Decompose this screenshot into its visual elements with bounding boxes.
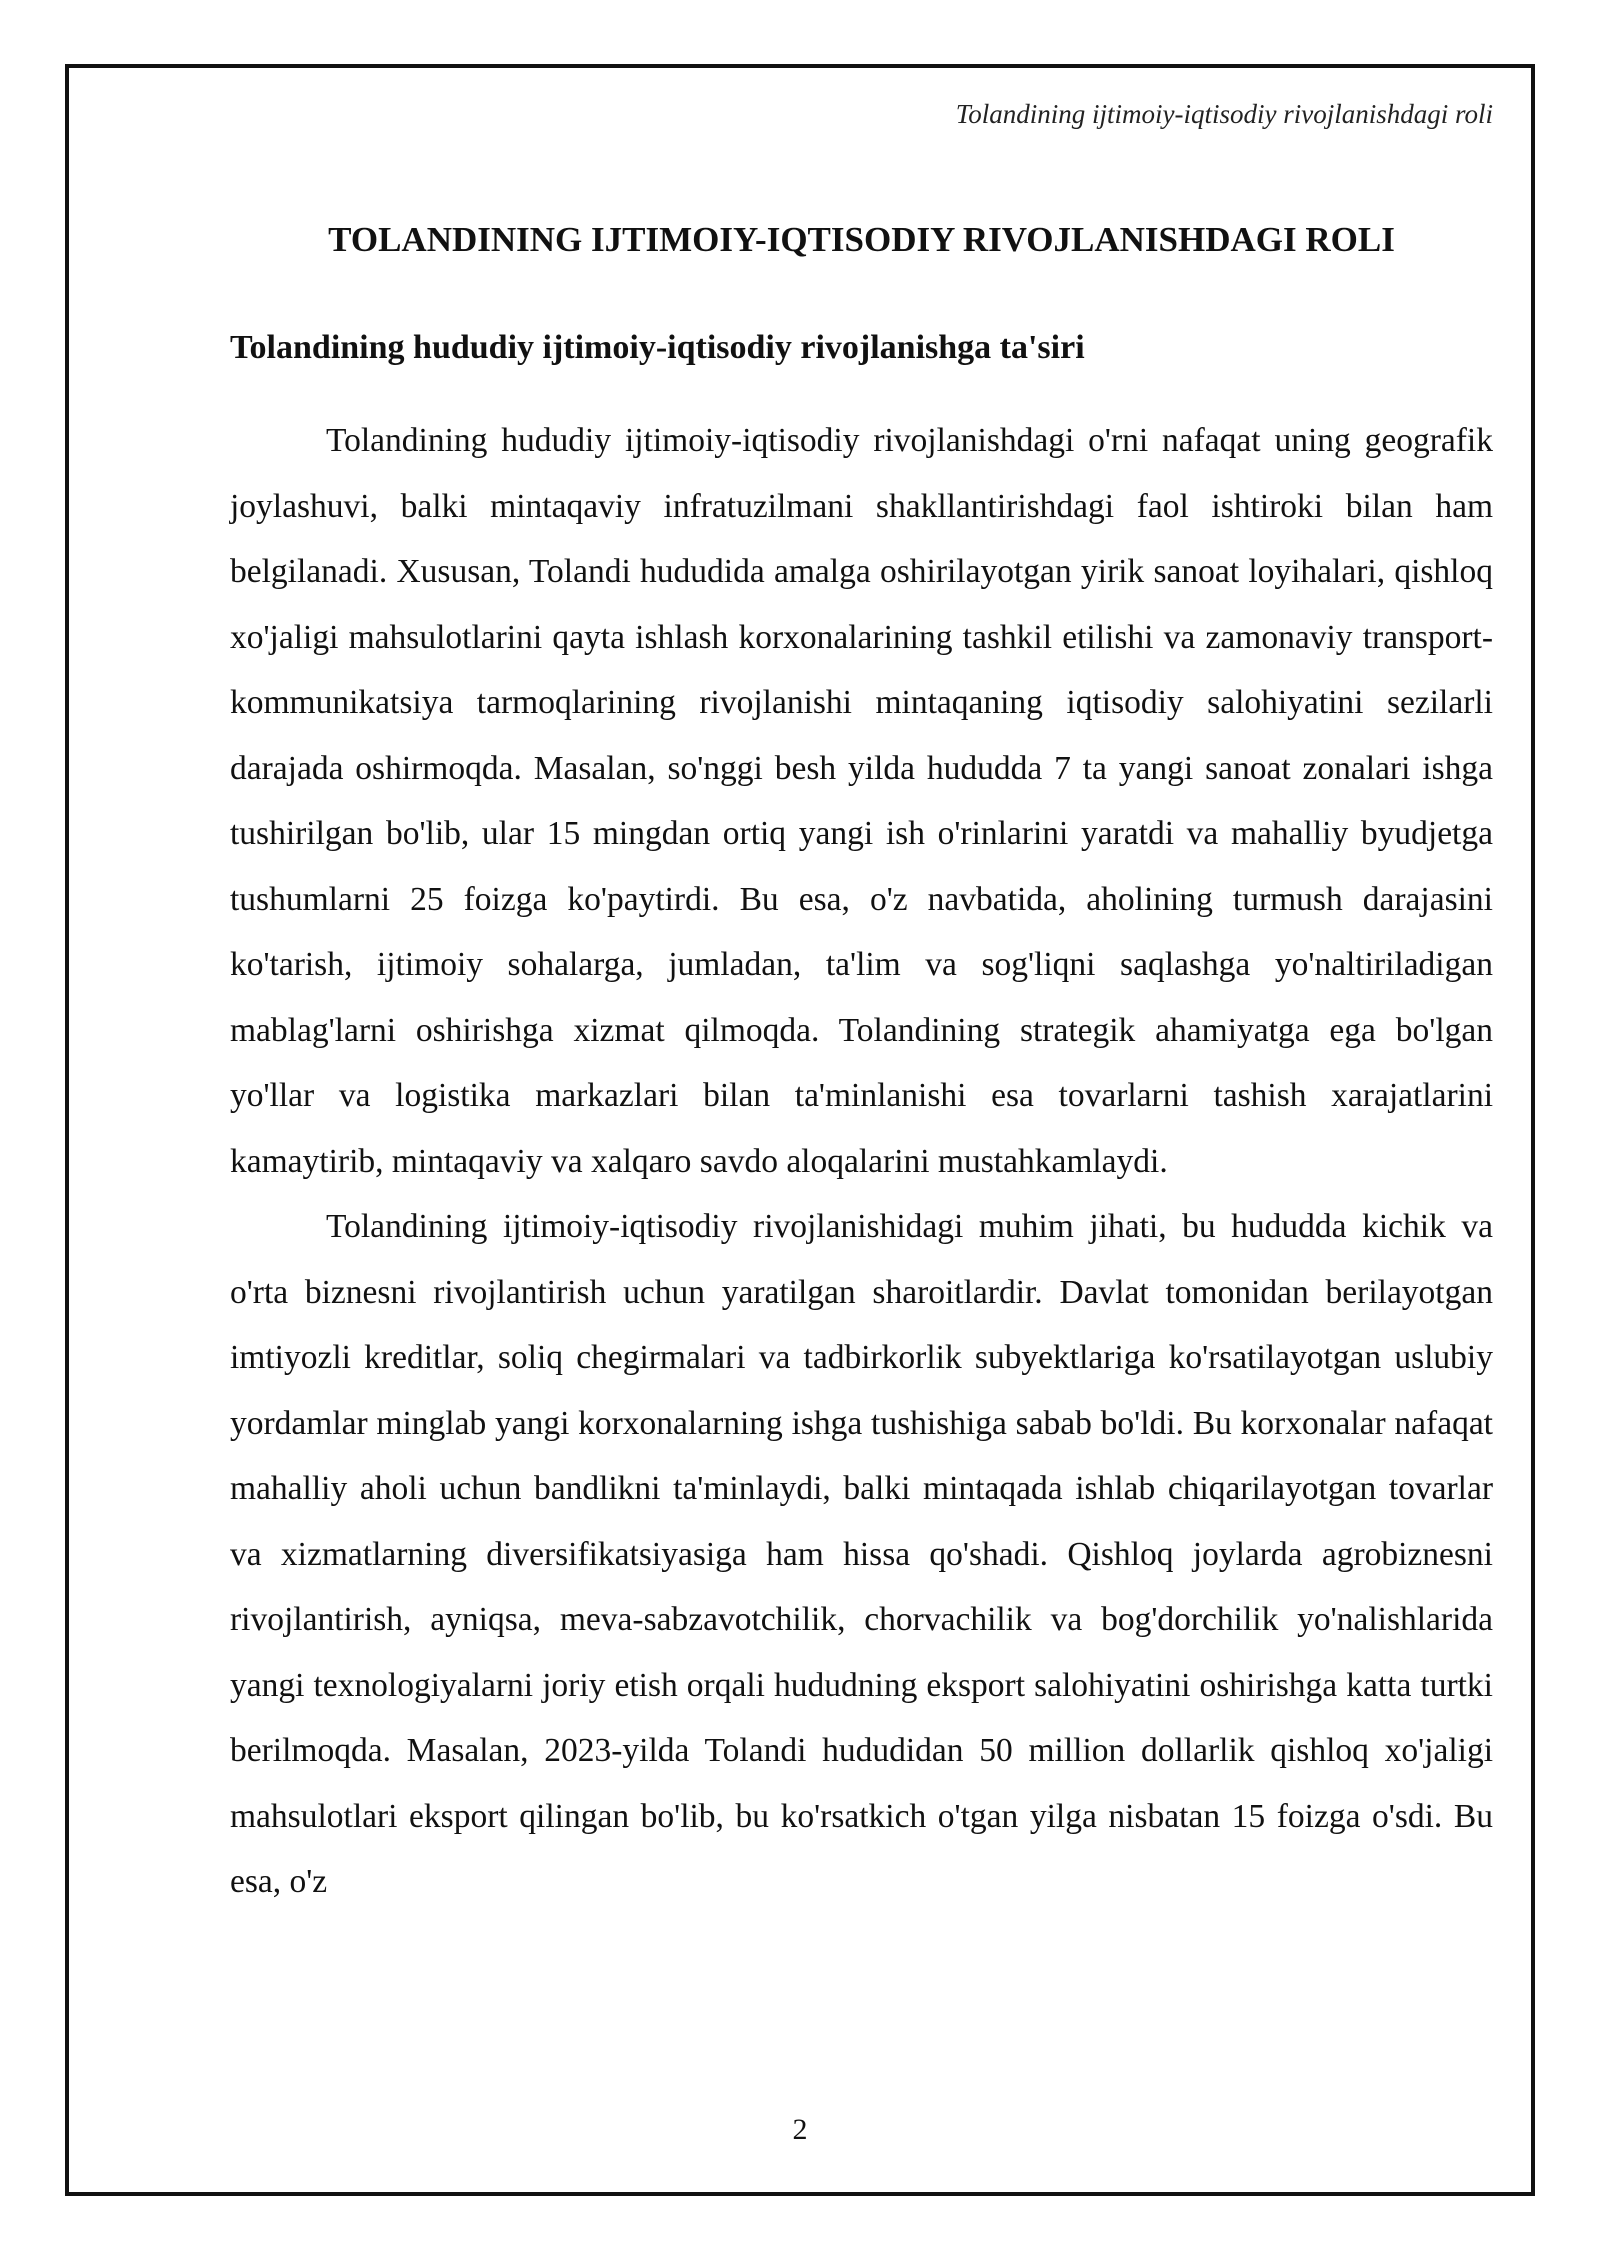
page-number: 2 — [792, 2113, 808, 2146]
document-title: TOLANDINING IJTIMOIY-IQTISODIY RIVOJLANISHDAGI ROLI — [328, 220, 1395, 259]
running-header: Tolandining ijtimoiy-iqtisodiy rivojlanishdagi roli — [955, 99, 1493, 129]
section-heading: Tolandining hududiy ijtimoiy-iqtisodiy rivojlanishga ta'siri — [230, 329, 1085, 366]
paragraph-1: Tolandining hududiy ijtimoiy-iqtisodiy rivojlanishdagi o'rni nafaqat uning geografik joylashuvi, balki mintaqaviy infratuzilmani shakllantirishdagi faol ishtiroki bilan ham belgilanadi. Xususan, Tolandi hududida amalga oshirilayotgan yirik sanoat loyihalari, qishloq xo'jaligi mahsulotlarini qayta ishlash korxonalarining tashkil etilishi va zamonaviy transport-kommunikatsiya tarmoqlarining rivojlanishi mintaqaning iqtisodiy salohiyatini sezilarli darajada oshirmoqda. Masalan, so'nggi besh yilda hududda 7 ta yangi sanoat zonalari ishga tushirilgan bo'lib, ular 15 mingdan ortiq yangi ish o'rinlarini yaratdi va mahalliy byudjetga tushumlarni 25 foizga ko'paytirdi. Bu esa, o'z navbatida, aholining turmush darajasini ko'tarish, ijtimoiy sohalarga, jumladan, ta'lim va sog'liqni saqlashga yo'naltiriladigan mablag'larni oshirishga xizmat qilmoqda. Tolandining strategik ahamiyatga ega bo'lgan yo'llar va logistika markazlari bilan ta'minlanishi esa tovarlarni tashish xarajatlarini kamaytirib, mintaqaviy va xalqaro savdo aloqalarini mustahkamlaydi. — [230, 422, 1493, 1180]
paragraph-2: Tolandining ijtimoiy-iqtisodiy rivojlanishidagi muhim jihati, bu hududda kichik va o'rta biznesni rivojlantirish uchun yaratilgan sharoitlardir. Davlat tomonidan berilayotgan imtiyozli kreditlar, soliq chegirmalari va tadbirkorlik subyektlariga ko'rsatilayotgan uslubiy yordamlar minglab yangi korxonalarning ishga tushishiga sabab bo'ldi. Bu korxonalar nafaqat mahalliy aholi uchun bandlikni ta'minlaydi, balki mintaqada ishlab chiqarilayotgan tovarlar va xizmatlarning diversifikatsiyasiga ham hissa qo'shadi. Qishloq joylarda agrobiznesni rivojlantirish, ayniqsa, meva-sabzavotchilik, chorvachilik va bog'dorchilik yo'nalishlarida yangi texnologiyalarni joriy etish orqali hududning eksport salohiyatini oshirishga katta turtki berilmoqda. Masalan, 2023-yilda Tolandi hududidan 50 million dollarlik qishloq xo'jaligi mahsulotlari eksport qilingan bo'lib, bu ko'rsatkich o'tgan yilga nisbatan 15 foizga o'sdi. Bu esa, o'z — [230, 1208, 1493, 1900]
body-text — [230, 408, 1493, 1915]
